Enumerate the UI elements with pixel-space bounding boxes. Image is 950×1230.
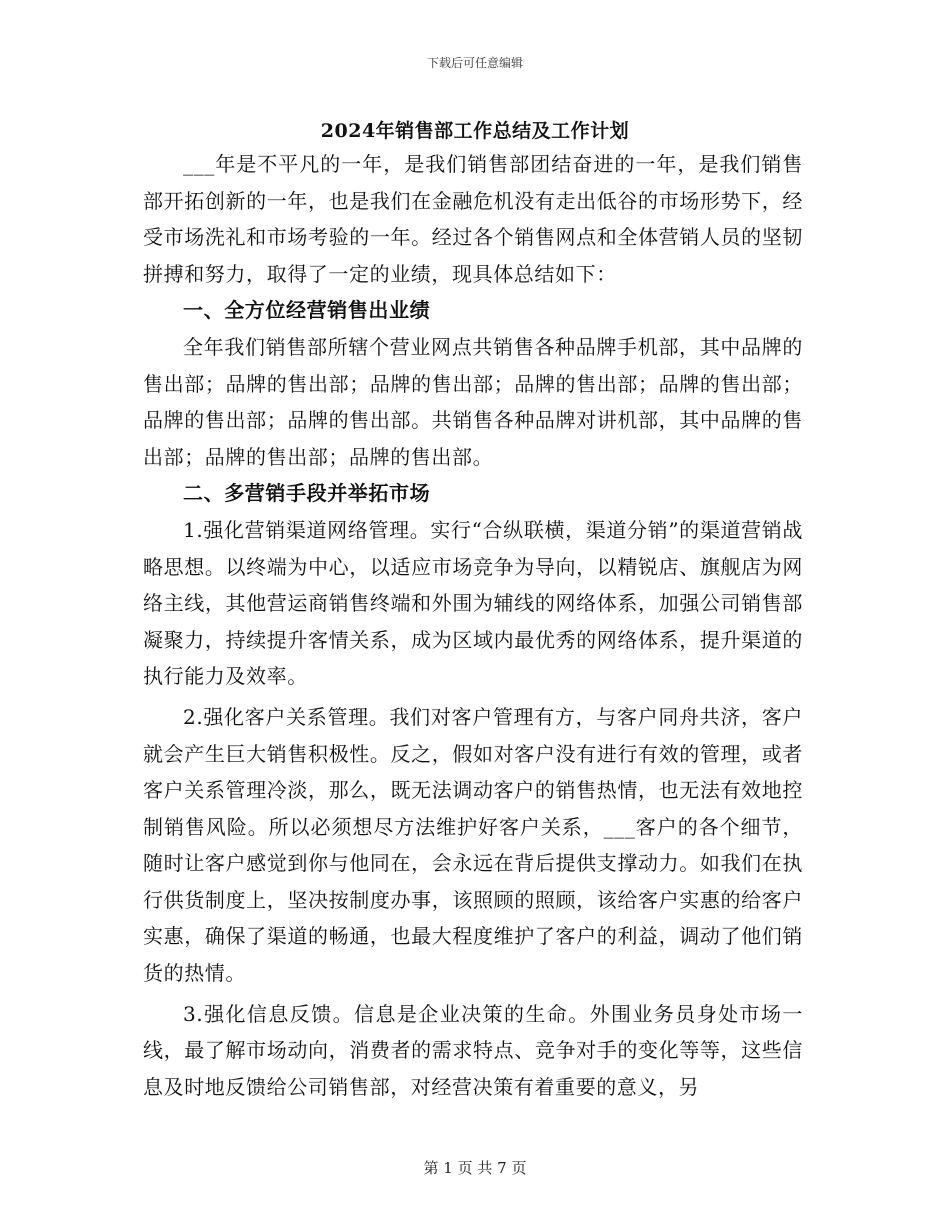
customer-paragraph: 2.强化客户关系管理。我们对客户管理有方，与客户同舟共济，客户就会产生巨大销售积极性。反之，假如对客户没有进行有效的管理，或者客户关系管理冷淡，那么，既无法调动客户的销售热情，也无法有效地控制销售风险。所以必须想尽方法维护好客户关系，___客户的各个细节，随时让客户感觉到你与他同在，会永远在背后提供支撑动力。如我们在执行供货制度上，坚决按制度办事，该照顾的照顾，该给客户实惠的给客户实惠，确保了渠道的畅通，也最大程度维护了客户的利益，调动了他们销货的热情。	[143, 704, 803, 986]
intro-paragraph: ___年是不平凡的一年，是我们销售部团结奋进的一年，是我们销售部开拓创新的一年，也是我们在金融危机没有走出低谷的市场形势下，经受市场洗礼和市场考验的一年。经过各个销售网点和全体营销人员的坚韧拼搏和努力，取得了一定的业绩，现具体总结如下：	[143, 152, 803, 286]
document-body	[143, 146, 803, 1105]
sales-paragraph: 全年我们销售部所辖个营业网点共销售各种品牌手机部，其中品牌的售出部；品牌的售出部；品牌的售出部；品牌的售出部；品牌的售出部；品牌的售出部；品牌的售出部。共销售各种品牌对讲机部，其中品牌的售出部；品牌的售出部；品牌的售出部。	[143, 334, 803, 469]
section-heading-2: 二、多营销手段并举拓市场	[183, 481, 431, 506]
section-heading-1: 一、全方位经营销售出业绩	[183, 298, 431, 323]
document-title: 2024年销售部工作总结及工作计划	[320, 120, 630, 142]
channel-paragraph: 1.强化营销渠道网络管理。实行“合纵联横，渠道分销”的渠道营销战略思想。以终端为中心，以适应市场竞争为导向，以精锐店、旗舰店为网络主线，其他营运商销售终端和外围为辅线的网络体系，加强公司销售部凝聚力，持续提升客情关系，成为区域内最优秀的网络体系，提升渠道的执行能力及效率。	[143, 517, 803, 689]
feedback-paragraph: 3.强化信息反馈。信息是企业决策的生命。外围业务员身处市场一线，最了解市场动向，消费者的需求特点、竞争对手的变化等等，这些信息及时地反馈给公司销售部，对经营决策有着重要的意义，另	[143, 1001, 803, 1099]
header-note: 下载后可任意编辑	[426, 56, 523, 70]
page-footer: 第 1 页 共 7 页	[423, 1159, 527, 1177]
